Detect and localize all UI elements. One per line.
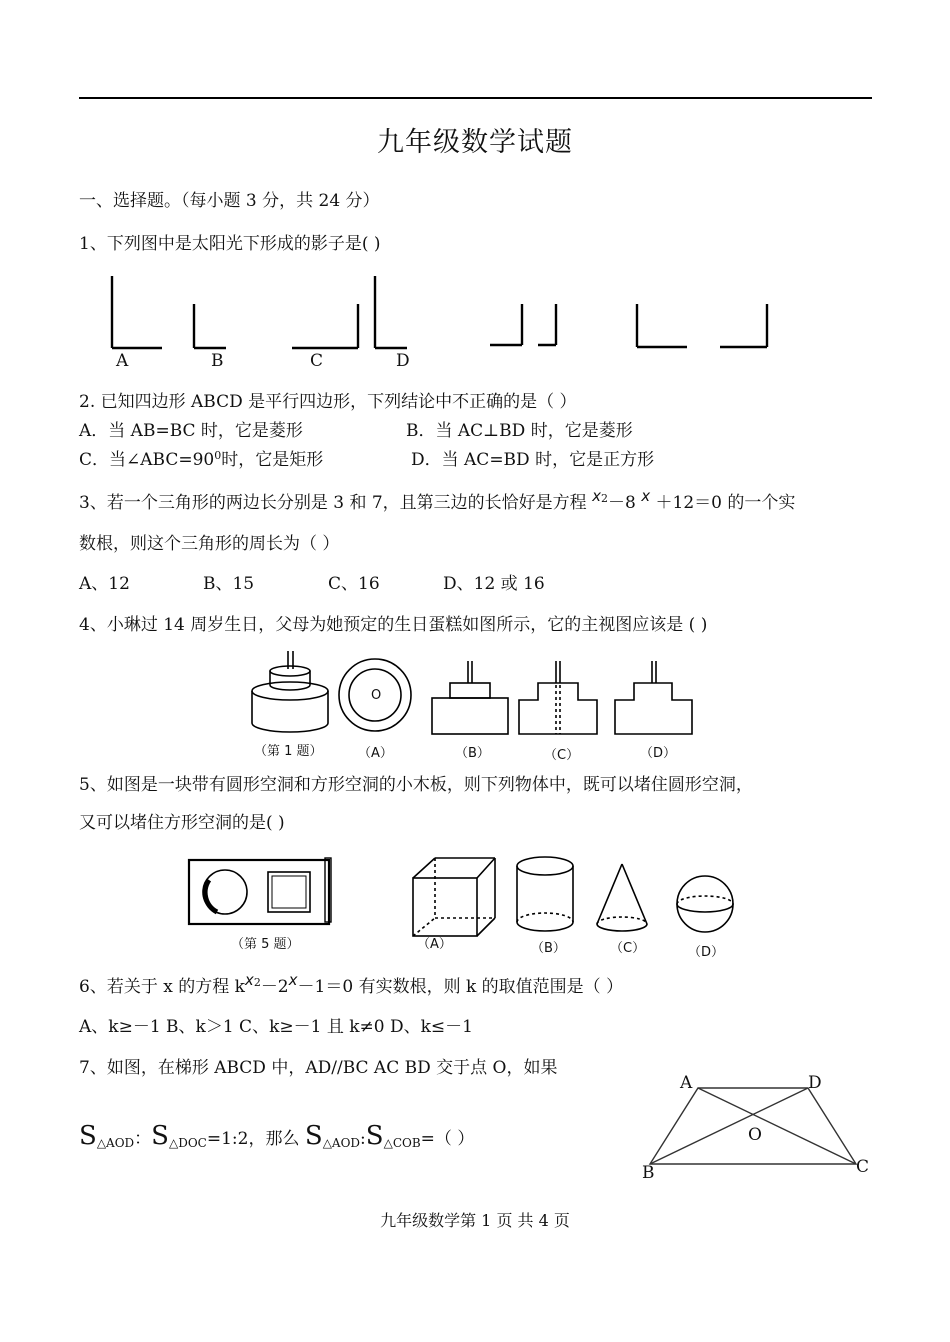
point-o: O: [748, 1125, 762, 1145]
q4-label-b: （B）: [455, 746, 490, 761]
q1-label-d: D: [396, 351, 410, 371]
q3-option-b: B、15: [203, 574, 255, 594]
q7-area-ratio: $S_{\triangle AOD}$：$S_{\triangle DOC}=1:2$，那么 $S_{\triangle AOD}:S_{\triangle COB}=$（ ）: [79, 1121, 475, 1151]
q4-label-a: （A）: [358, 746, 393, 761]
q3-option-d: D、12 或 16: [443, 574, 545, 594]
q6-options: A、k≥－1 B、k＞1 C、k≥－1 且 k≠0 D、k≤－1: [79, 1017, 473, 1037]
question-3-line1: 3、若一个三角形的两边长分别是 3 和 7，且第三边的长恰好是方程 $x^2-8$ x ＋12＝0 的一个实: [79, 487, 796, 513]
q3-option-c: C、16: [328, 574, 380, 594]
question-3-line2: 数根，则这个三角形的周长为（ ）: [79, 534, 340, 554]
q2-option-b: B．当 AC⊥BD 时，它是菱形: [406, 421, 633, 441]
point-c: C: [856, 1157, 870, 1177]
question-5-line1: 5、如图是一块带有圆形空洞和方形空洞的小木板，则下列物体中，既可以堵住圆形空洞，: [79, 775, 753, 795]
q7-trapezoid-figure: [636, 1068, 876, 1183]
question-4: 4、小琳过 14 周岁生日，父母为她预定的生日蛋糕如图所示，它的主视图应该是 ( ): [79, 615, 708, 635]
q2-option-a: A．当 AB=BC 时，它是菱形: [79, 421, 303, 441]
q1-label-a: A: [116, 351, 129, 371]
q1-shadow-figures: [100, 270, 790, 370]
q1-label-c: C: [310, 351, 324, 371]
q1-label-b: B: [211, 351, 224, 371]
q5-label-b: （B）: [531, 941, 566, 956]
q2-option-c: C．当$\angle ABC=90^0$时，它是矩形: [79, 449, 324, 470]
q5-figure-caption: （第 5 题）: [231, 937, 300, 952]
page-footer: 九年级数学第 1 页 共 4 页: [380, 1211, 570, 1230]
question-5-line2: 又可以堵住方形空洞的是( ): [79, 813, 285, 833]
question-2: 2. 已知四边形 ABCD 是平行四边形，下列结论中不正确的是（ ）: [79, 392, 577, 412]
point-b: B: [642, 1163, 655, 1183]
page-title: 九年级数学试题: [377, 127, 573, 158]
question-1: 1、下列图中是太阳光下形成的影子是( ): [79, 234, 381, 254]
q4-cake-figures: [240, 643, 710, 768]
q5-solid-figures: [185, 852, 745, 964]
q4-figure-caption: （第 1 题）: [254, 744, 323, 759]
question-6: 6、若关于 x 的方程 $kx^2-2x-1=0$ 有实数根，则 k 的取值范围是（ ）: [79, 971, 624, 997]
q5-label-a: （A）: [417, 937, 452, 952]
q5-label-c: （C）: [610, 941, 646, 956]
q4-label-c: （C）: [544, 748, 580, 763]
q2-option-d: D．当 AC=BD 时，它是正方形: [411, 450, 655, 470]
header-rule: [79, 97, 872, 99]
q5-label-d: （D）: [688, 945, 725, 960]
q4-label-d: （D）: [640, 746, 677, 761]
point-d: D: [808, 1073, 822, 1093]
question-7: 7、如图，在梯形 ABCD 中，AD//BC AC BD 交于点 O，如果: [79, 1058, 558, 1078]
section-heading: 一、选择题。（每小题 3 分，共 24 分）: [79, 191, 380, 211]
center-mark: O: [371, 688, 382, 703]
point-a: A: [680, 1073, 693, 1093]
q3-option-a: A、12: [79, 574, 130, 594]
